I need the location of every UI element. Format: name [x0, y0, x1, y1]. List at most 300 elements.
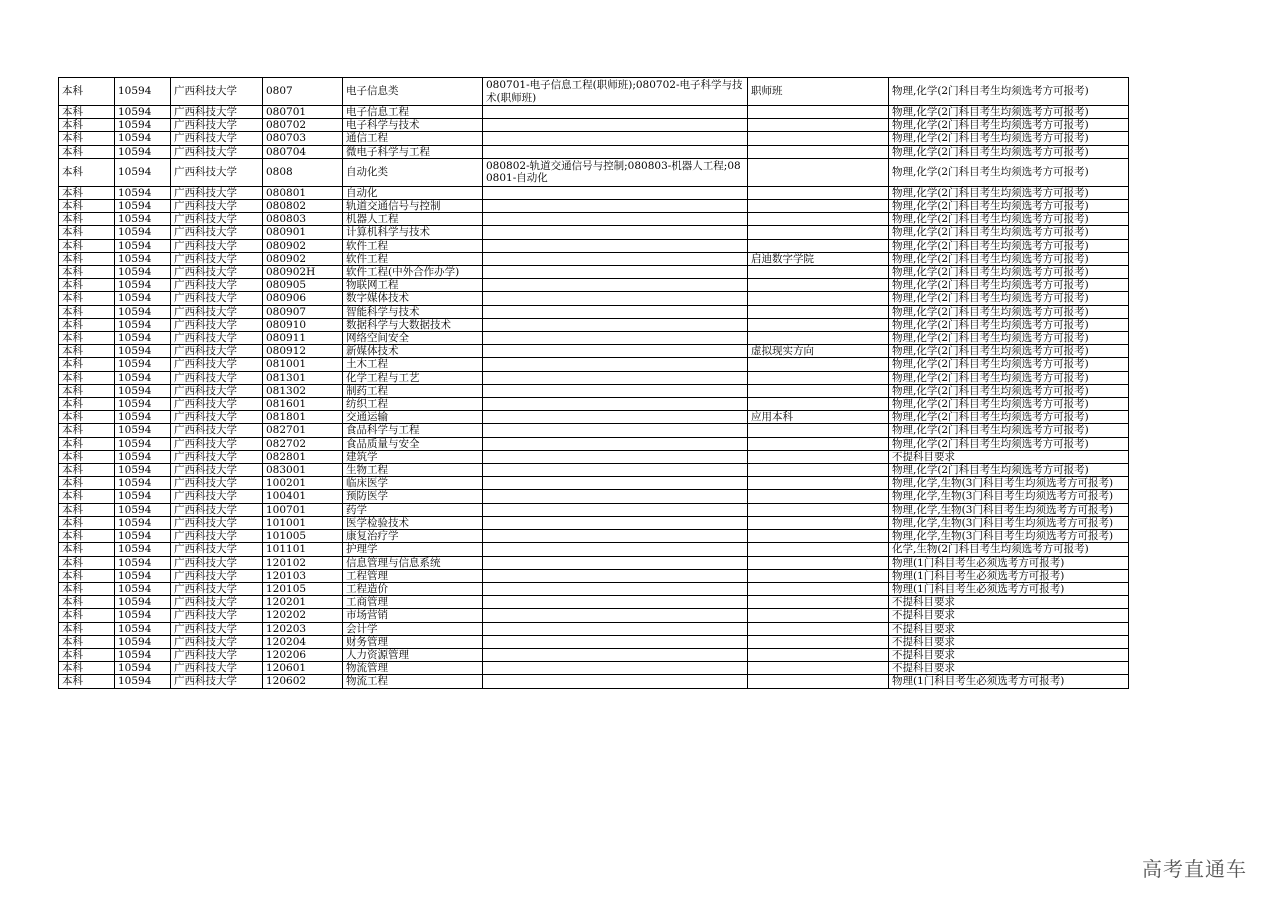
major-code-cell: 120206 [263, 648, 343, 661]
table-row [59, 596, 1129, 609]
level-cell: 本科 [59, 252, 115, 265]
included-majors-cell [483, 200, 748, 213]
table-row [59, 477, 1129, 490]
major-name-cell: 工程管理 [343, 569, 483, 582]
note-cell [748, 398, 889, 411]
major-name-cell: 食品质量与安全 [343, 437, 483, 450]
subject-requirement-cell: 物理,化学(2门科目考生均须选考方可报考) [889, 345, 1129, 358]
level-cell: 本科 [59, 450, 115, 463]
school-name-cell: 广西科技大学 [171, 569, 263, 582]
level-cell: 本科 [59, 384, 115, 397]
note-cell [748, 119, 889, 132]
level-cell: 本科 [59, 648, 115, 661]
school-name-cell: 广西科技大学 [171, 305, 263, 318]
school-code-cell: 10594 [115, 78, 171, 106]
school-code-cell: 10594 [115, 332, 171, 345]
school-code-cell: 10594 [115, 106, 171, 119]
level-cell: 本科 [59, 318, 115, 331]
school-name-cell: 广西科技大学 [171, 477, 263, 490]
school-name-cell: 广西科技大学 [171, 318, 263, 331]
school-name-cell: 广西科技大学 [171, 503, 263, 516]
included-majors-cell [483, 186, 748, 199]
major-code-cell: 101005 [263, 530, 343, 543]
level-cell: 本科 [59, 635, 115, 648]
level-cell: 本科 [59, 186, 115, 199]
subject-requirement-cell: 物理,化学(2门科目考生均须选考方可报考) [889, 292, 1129, 305]
level-cell: 本科 [59, 226, 115, 239]
major-code-cell: 080801 [263, 186, 343, 199]
table-row [59, 358, 1129, 371]
school-name-cell: 广西科技大学 [171, 119, 263, 132]
subject-requirement-cell: 不提科目要求 [889, 609, 1129, 622]
major-name-cell: 微电子科学与工程 [343, 145, 483, 158]
major-name-cell: 生物工程 [343, 464, 483, 477]
subject-requirement-cell: 化学,生物(2门科目考生均须选考方可报考) [889, 543, 1129, 556]
school-name-cell: 广西科技大学 [171, 622, 263, 635]
school-code-cell: 10594 [115, 596, 171, 609]
table-row [59, 119, 1129, 132]
major-code-cell: 081801 [263, 411, 343, 424]
table-row [59, 675, 1129, 688]
school-code-cell: 10594 [115, 158, 171, 186]
note-cell [748, 186, 889, 199]
school-code-cell: 10594 [115, 252, 171, 265]
major-code-cell: 120202 [263, 609, 343, 622]
school-name-cell: 广西科技大学 [171, 635, 263, 648]
school-name-cell: 广西科技大学 [171, 332, 263, 345]
school-code-cell: 10594 [115, 213, 171, 226]
note-cell [748, 200, 889, 213]
school-code-cell: 10594 [115, 186, 171, 199]
included-majors-cell [483, 596, 748, 609]
table-row [59, 158, 1129, 186]
level-cell: 本科 [59, 543, 115, 556]
major-name-cell: 智能科学与技术 [343, 305, 483, 318]
subject-requirement-cell: 物理,化学(2门科目考生均须选考方可报考) [889, 384, 1129, 397]
included-majors-cell [483, 145, 748, 158]
note-cell [748, 292, 889, 305]
note-cell [748, 503, 889, 516]
table-row [59, 384, 1129, 397]
included-majors-cell [483, 252, 748, 265]
table-row [59, 516, 1129, 529]
school-name-cell: 广西科技大学 [171, 543, 263, 556]
included-majors-cell [483, 556, 748, 569]
note-cell [748, 622, 889, 635]
note-cell [748, 371, 889, 384]
subject-requirement-cell: 物理,化学(2门科目考生均须选考方可报考) [889, 279, 1129, 292]
school-name-cell: 广西科技大学 [171, 186, 263, 199]
major-name-cell: 电子信息类 [343, 78, 483, 106]
major-code-cell: 120102 [263, 556, 343, 569]
major-code-cell: 080910 [263, 318, 343, 331]
note-cell: 启迪数字学院 [748, 252, 889, 265]
school-code-cell: 10594 [115, 358, 171, 371]
major-code-cell: 080702 [263, 119, 343, 132]
table-row [59, 648, 1129, 661]
school-name-cell: 广西科技大学 [171, 345, 263, 358]
table-row [59, 106, 1129, 119]
table-row [59, 305, 1129, 318]
included-majors-cell [483, 543, 748, 556]
note-cell [748, 106, 889, 119]
subject-requirement-cell: 物理,化学(2门科目考生均须选考方可报考) [889, 252, 1129, 265]
included-majors-cell: 080701-电子信息工程(职师班);080702-电子科学与技术(职师班) [483, 78, 748, 106]
school-code-cell: 10594 [115, 305, 171, 318]
subject-requirement-cell: 物理,化学(2门科目考生均须选考方可报考) [889, 332, 1129, 345]
school-code-cell: 10594 [115, 292, 171, 305]
major-code-cell: 081301 [263, 371, 343, 384]
school-code-cell: 10594 [115, 569, 171, 582]
included-majors-cell [483, 358, 748, 371]
included-majors-cell [483, 279, 748, 292]
table-row [59, 543, 1129, 556]
school-name-cell: 广西科技大学 [171, 158, 263, 186]
level-cell: 本科 [59, 119, 115, 132]
table-row [59, 609, 1129, 622]
included-majors-cell [483, 266, 748, 279]
subject-requirement-cell: 不提科目要求 [889, 596, 1129, 609]
level-cell: 本科 [59, 503, 115, 516]
table-row [59, 213, 1129, 226]
subject-requirement-cell: 物理,化学(2门科目考生均须选考方可报考) [889, 437, 1129, 450]
school-code-cell: 10594 [115, 318, 171, 331]
included-majors-cell [483, 609, 748, 622]
level-cell: 本科 [59, 556, 115, 569]
table-row [59, 503, 1129, 516]
table-body [59, 78, 1129, 689]
subject-requirement-cell: 物理,化学(2门科目考生均须选考方可报考) [889, 358, 1129, 371]
level-cell: 本科 [59, 530, 115, 543]
note-cell [748, 318, 889, 331]
subject-requirement-cell: 物理,化学,生物(3门科目考生均须选考方可报考) [889, 516, 1129, 529]
major-code-cell: 080906 [263, 292, 343, 305]
subject-requirement-cell: 不提科目要求 [889, 635, 1129, 648]
level-cell: 本科 [59, 675, 115, 688]
included-majors-cell [483, 635, 748, 648]
major-name-cell: 软件工程 [343, 239, 483, 252]
subject-requirement-cell: 物理(1门科目考生必须选考方可报考) [889, 675, 1129, 688]
level-cell: 本科 [59, 582, 115, 595]
school-name-cell: 广西科技大学 [171, 596, 263, 609]
subject-requirement-cell: 物理(1门科目考生必须选考方可报考) [889, 569, 1129, 582]
note-cell [748, 358, 889, 371]
school-code-cell: 10594 [115, 279, 171, 292]
note-cell [748, 609, 889, 622]
table-row [59, 398, 1129, 411]
major-name-cell: 电子信息工程 [343, 106, 483, 119]
level-cell: 本科 [59, 371, 115, 384]
major-name-cell: 土木工程 [343, 358, 483, 371]
school-name-cell: 广西科技大学 [171, 609, 263, 622]
major-code-cell: 083001 [263, 464, 343, 477]
included-majors-cell [483, 662, 748, 675]
table-row [59, 464, 1129, 477]
subject-requirement-cell: 物理,化学(2门科目考生均须选考方可报考) [889, 78, 1129, 106]
included-majors-cell [483, 132, 748, 145]
subject-requirement-cell: 物理,化学,生物(3门科目考生均须选考方可报考) [889, 530, 1129, 543]
table-row [59, 279, 1129, 292]
included-majors-cell [483, 318, 748, 331]
major-code-cell: 080902H [263, 266, 343, 279]
major-name-cell: 物流管理 [343, 662, 483, 675]
school-code-cell: 10594 [115, 503, 171, 516]
table-row [59, 556, 1129, 569]
table-row [59, 345, 1129, 358]
major-name-cell: 通信工程 [343, 132, 483, 145]
note-cell [748, 132, 889, 145]
school-code-cell: 10594 [115, 530, 171, 543]
table-row [59, 569, 1129, 582]
table-row [59, 662, 1129, 675]
major-name-cell: 人力资源管理 [343, 648, 483, 661]
included-majors-cell [483, 477, 748, 490]
subject-requirements-table [58, 77, 1129, 689]
major-code-cell: 101101 [263, 543, 343, 556]
major-code-cell: 0808 [263, 158, 343, 186]
level-cell: 本科 [59, 213, 115, 226]
major-code-cell: 120105 [263, 582, 343, 595]
school-name-cell: 广西科技大学 [171, 450, 263, 463]
major-name-cell: 数字媒体技术 [343, 292, 483, 305]
school-name-cell: 广西科技大学 [171, 662, 263, 675]
subject-requirement-cell: 物理,化学,生物(3门科目考生均须选考方可报考) [889, 477, 1129, 490]
included-majors-cell [483, 411, 748, 424]
major-name-cell: 交通运输 [343, 411, 483, 424]
note-cell [748, 213, 889, 226]
major-name-cell: 工商管理 [343, 596, 483, 609]
note-cell [748, 530, 889, 543]
school-name-cell: 广西科技大学 [171, 132, 263, 145]
school-code-cell: 10594 [115, 543, 171, 556]
note-cell [748, 158, 889, 186]
level-cell: 本科 [59, 200, 115, 213]
major-code-cell: 120103 [263, 569, 343, 582]
note-cell [748, 675, 889, 688]
note-cell [748, 490, 889, 503]
note-cell [748, 145, 889, 158]
note-cell [748, 516, 889, 529]
subject-requirement-cell: 物理,化学(2门科目考生均须选考方可报考) [889, 200, 1129, 213]
school-name-cell: 广西科技大学 [171, 556, 263, 569]
major-code-cell: 0807 [263, 78, 343, 106]
school-code-cell: 10594 [115, 145, 171, 158]
major-code-cell: 101001 [263, 516, 343, 529]
major-name-cell: 物流工程 [343, 675, 483, 688]
school-code-cell: 10594 [115, 437, 171, 450]
subject-requirement-cell: 物理,化学(2门科目考生均须选考方可报考) [889, 145, 1129, 158]
school-name-cell: 广西科技大学 [171, 648, 263, 661]
major-name-cell: 新媒体技术 [343, 345, 483, 358]
major-name-cell: 会计学 [343, 622, 483, 635]
included-majors-cell [483, 490, 748, 503]
note-cell [748, 266, 889, 279]
level-cell: 本科 [59, 158, 115, 186]
note-cell [748, 635, 889, 648]
included-majors-cell [483, 569, 748, 582]
level-cell: 本科 [59, 239, 115, 252]
school-code-cell: 10594 [115, 556, 171, 569]
major-code-cell: 100201 [263, 477, 343, 490]
table-row [59, 186, 1129, 199]
school-name-cell: 广西科技大学 [171, 213, 263, 226]
included-majors-cell [483, 582, 748, 595]
note-cell [748, 450, 889, 463]
level-cell: 本科 [59, 622, 115, 635]
major-code-cell: 080901 [263, 226, 343, 239]
subject-requirement-cell: 物理(1门科目考生必须选考方可报考) [889, 556, 1129, 569]
table-row [59, 239, 1129, 252]
major-name-cell: 市场营销 [343, 609, 483, 622]
major-code-cell: 082701 [263, 424, 343, 437]
major-name-cell: 建筑学 [343, 450, 483, 463]
school-code-cell: 10594 [115, 582, 171, 595]
school-name-cell: 广西科技大学 [171, 292, 263, 305]
table-row [59, 200, 1129, 213]
level-cell: 本科 [59, 279, 115, 292]
table-row [59, 292, 1129, 305]
subject-requirement-cell: 物理,化学,生物(3门科目考生均须选考方可报考) [889, 490, 1129, 503]
included-majors-cell [483, 675, 748, 688]
major-name-cell: 软件工程 [343, 252, 483, 265]
note-cell [748, 582, 889, 595]
level-cell: 本科 [59, 132, 115, 145]
table-row [59, 450, 1129, 463]
level-cell: 本科 [59, 609, 115, 622]
included-majors-cell [483, 305, 748, 318]
subject-requirement-cell: 物理,化学(2门科目考生均须选考方可报考) [889, 411, 1129, 424]
school-name-cell: 广西科技大学 [171, 239, 263, 252]
subject-requirement-cell: 物理,化学(2门科目考生均须选考方可报考) [889, 398, 1129, 411]
school-code-cell: 10594 [115, 464, 171, 477]
level-cell: 本科 [59, 411, 115, 424]
subject-requirement-cell: 物理,化学(2门科目考生均须选考方可报考) [889, 305, 1129, 318]
included-majors-cell [483, 332, 748, 345]
major-name-cell: 物联网工程 [343, 279, 483, 292]
subject-requirement-cell: 物理(1门科目考生必须选考方可报考) [889, 582, 1129, 595]
note-cell [748, 437, 889, 450]
subject-requirement-cell: 物理,化学(2门科目考生均须选考方可报考) [889, 239, 1129, 252]
level-cell: 本科 [59, 437, 115, 450]
subject-requirement-cell: 物理,化学(2门科目考生均须选考方可报考) [889, 132, 1129, 145]
major-code-cell: 080704 [263, 145, 343, 158]
table-row [59, 490, 1129, 503]
note-cell [748, 648, 889, 661]
school-name-cell: 广西科技大学 [171, 145, 263, 158]
school-code-cell: 10594 [115, 398, 171, 411]
major-code-cell: 081601 [263, 398, 343, 411]
note-cell [748, 305, 889, 318]
note-cell [748, 384, 889, 397]
major-code-cell: 080902 [263, 239, 343, 252]
included-majors-cell [483, 424, 748, 437]
major-code-cell: 120204 [263, 635, 343, 648]
included-majors-cell [483, 345, 748, 358]
major-code-cell: 080803 [263, 213, 343, 226]
level-cell: 本科 [59, 332, 115, 345]
level-cell: 本科 [59, 516, 115, 529]
school-name-cell: 广西科技大学 [171, 200, 263, 213]
major-name-cell: 电子科学与技术 [343, 119, 483, 132]
note-cell [748, 226, 889, 239]
level-cell: 本科 [59, 292, 115, 305]
school-code-cell: 10594 [115, 411, 171, 424]
level-cell: 本科 [59, 358, 115, 371]
table-row [59, 266, 1129, 279]
major-code-cell: 080911 [263, 332, 343, 345]
table-row [59, 437, 1129, 450]
major-name-cell: 软件工程(中外合作办学) [343, 266, 483, 279]
major-name-cell: 自动化类 [343, 158, 483, 186]
subject-requirement-cell: 物理,化学(2门科目考生均须选考方可报考) [889, 464, 1129, 477]
school-name-cell: 广西科技大学 [171, 530, 263, 543]
school-code-cell: 10594 [115, 345, 171, 358]
included-majors-cell [483, 292, 748, 305]
major-name-cell: 食品科学与工程 [343, 424, 483, 437]
table-row [59, 411, 1129, 424]
school-name-cell: 广西科技大学 [171, 358, 263, 371]
major-name-cell: 信息管理与信息系统 [343, 556, 483, 569]
included-majors-cell [483, 450, 748, 463]
school-name-cell: 广西科技大学 [171, 582, 263, 595]
included-majors-cell [483, 213, 748, 226]
major-code-cell: 120601 [263, 662, 343, 675]
table-row [59, 424, 1129, 437]
school-name-cell: 广西科技大学 [171, 437, 263, 450]
subject-requirement-cell: 物理,化学(2门科目考生均须选考方可报考) [889, 106, 1129, 119]
subject-requirement-cell: 物理,化学(2门科目考生均须选考方可报考) [889, 226, 1129, 239]
table-row [59, 252, 1129, 265]
school-name-cell: 广西科技大学 [171, 464, 263, 477]
school-name-cell: 广西科技大学 [171, 424, 263, 437]
included-majors-cell [483, 648, 748, 661]
major-code-cell: 082702 [263, 437, 343, 450]
school-name-cell: 广西科技大学 [171, 675, 263, 688]
school-name-cell: 广西科技大学 [171, 252, 263, 265]
major-name-cell: 护理学 [343, 543, 483, 556]
table-row [59, 78, 1129, 106]
subject-requirement-cell: 物理,化学(2门科目考生均须选考方可报考) [889, 371, 1129, 384]
major-name-cell: 计算机科学与技术 [343, 226, 483, 239]
major-code-cell: 100401 [263, 490, 343, 503]
major-code-cell: 080907 [263, 305, 343, 318]
level-cell: 本科 [59, 398, 115, 411]
major-code-cell: 080902 [263, 252, 343, 265]
school-name-cell: 广西科技大学 [171, 384, 263, 397]
school-code-cell: 10594 [115, 490, 171, 503]
level-cell: 本科 [59, 345, 115, 358]
school-code-cell: 10594 [115, 609, 171, 622]
school-code-cell: 10594 [115, 477, 171, 490]
major-name-cell: 纺织工程 [343, 398, 483, 411]
included-majors-cell [483, 437, 748, 450]
level-cell: 本科 [59, 266, 115, 279]
subject-requirement-cell: 物理,化学(2门科目考生均须选考方可报考) [889, 424, 1129, 437]
level-cell: 本科 [59, 569, 115, 582]
major-name-cell: 轨道交通信号与控制 [343, 200, 483, 213]
major-code-cell: 120602 [263, 675, 343, 688]
major-name-cell: 数据科学与大数据技术 [343, 318, 483, 331]
major-code-cell: 081001 [263, 358, 343, 371]
school-name-cell: 广西科技大学 [171, 106, 263, 119]
subject-requirement-cell: 物理,化学,生物(3门科目考生均须选考方可报考) [889, 503, 1129, 516]
included-majors-cell [483, 503, 748, 516]
level-cell: 本科 [59, 305, 115, 318]
school-code-cell: 10594 [115, 266, 171, 279]
major-code-cell: 080912 [263, 345, 343, 358]
note-cell [748, 424, 889, 437]
subject-requirement-cell: 物理,化学(2门科目考生均须选考方可报考) [889, 119, 1129, 132]
